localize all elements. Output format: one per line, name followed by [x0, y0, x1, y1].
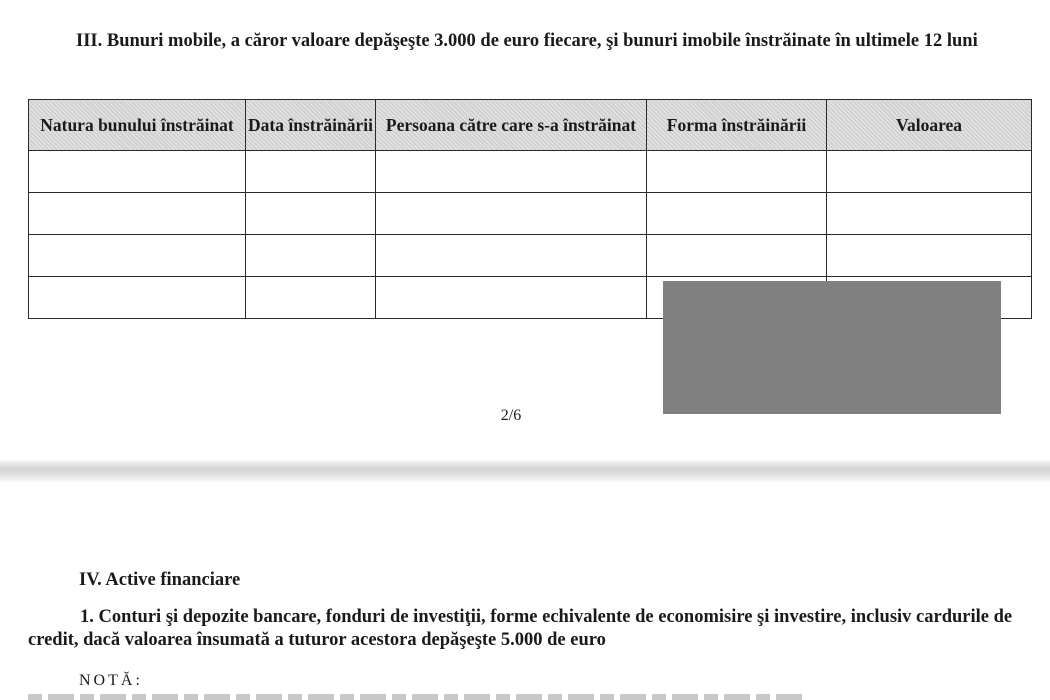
- table-row: [29, 193, 1032, 235]
- table-cell: [647, 151, 827, 193]
- table-cell: [376, 193, 647, 235]
- page-number: 2/6: [500, 407, 522, 424]
- table-cell: [376, 277, 647, 319]
- table-cell: [29, 193, 246, 235]
- table-cell: [29, 151, 246, 193]
- table-header-row: [29, 100, 1032, 151]
- table-cell: [29, 277, 246, 319]
- column-header-disposal-date: Data înstrăinării: [246, 100, 376, 151]
- bank-accounts-paragraph: 1. Conturi şi depozite bancare, fonduri de investiţii, forme echivalente de economisire şi investire, inclusiv cardurile de credit, dacă valoarea însumată a tuturor acestora depăşeşte 5.000 de euro: [28, 607, 1013, 650]
- column-header-disposal-form: Forma înstrăinării: [647, 100, 827, 151]
- table-cell: [376, 151, 647, 193]
- table-cell: [647, 235, 827, 277]
- table-row: [29, 235, 1032, 277]
- table-row: [29, 151, 1032, 193]
- section-iv-heading: IV. Active financiare: [79, 570, 241, 590]
- redaction-block: [663, 281, 1001, 414]
- table-cell: [376, 235, 647, 277]
- table-cell: [827, 193, 1032, 235]
- table-cell: [29, 235, 246, 277]
- note-label: NOTĂ:: [79, 672, 143, 689]
- table-cell: [647, 193, 827, 235]
- column-header-value: Valoarea: [827, 100, 1032, 151]
- table-cell: [246, 277, 376, 319]
- column-header-asset-nature: Natura bunului înstrăinat: [29, 100, 246, 151]
- table-cell: [827, 235, 1032, 277]
- table-cell: [246, 193, 376, 235]
- table-cell: [246, 151, 376, 193]
- table-cell: [827, 151, 1032, 193]
- column-header-recipient: Persoana către care s-a înstrăinat: [376, 100, 647, 151]
- section-iii-heading: III. Bunuri mobile, a căror valoare depăşeşte 3.000 de euro fiecare, şi bunuri imobile înstrăinate în ultimele 12 luni: [76, 31, 978, 51]
- cut-off-text-line: [28, 694, 808, 700]
- page-separator: [0, 459, 1050, 483]
- table-cell: [246, 235, 376, 277]
